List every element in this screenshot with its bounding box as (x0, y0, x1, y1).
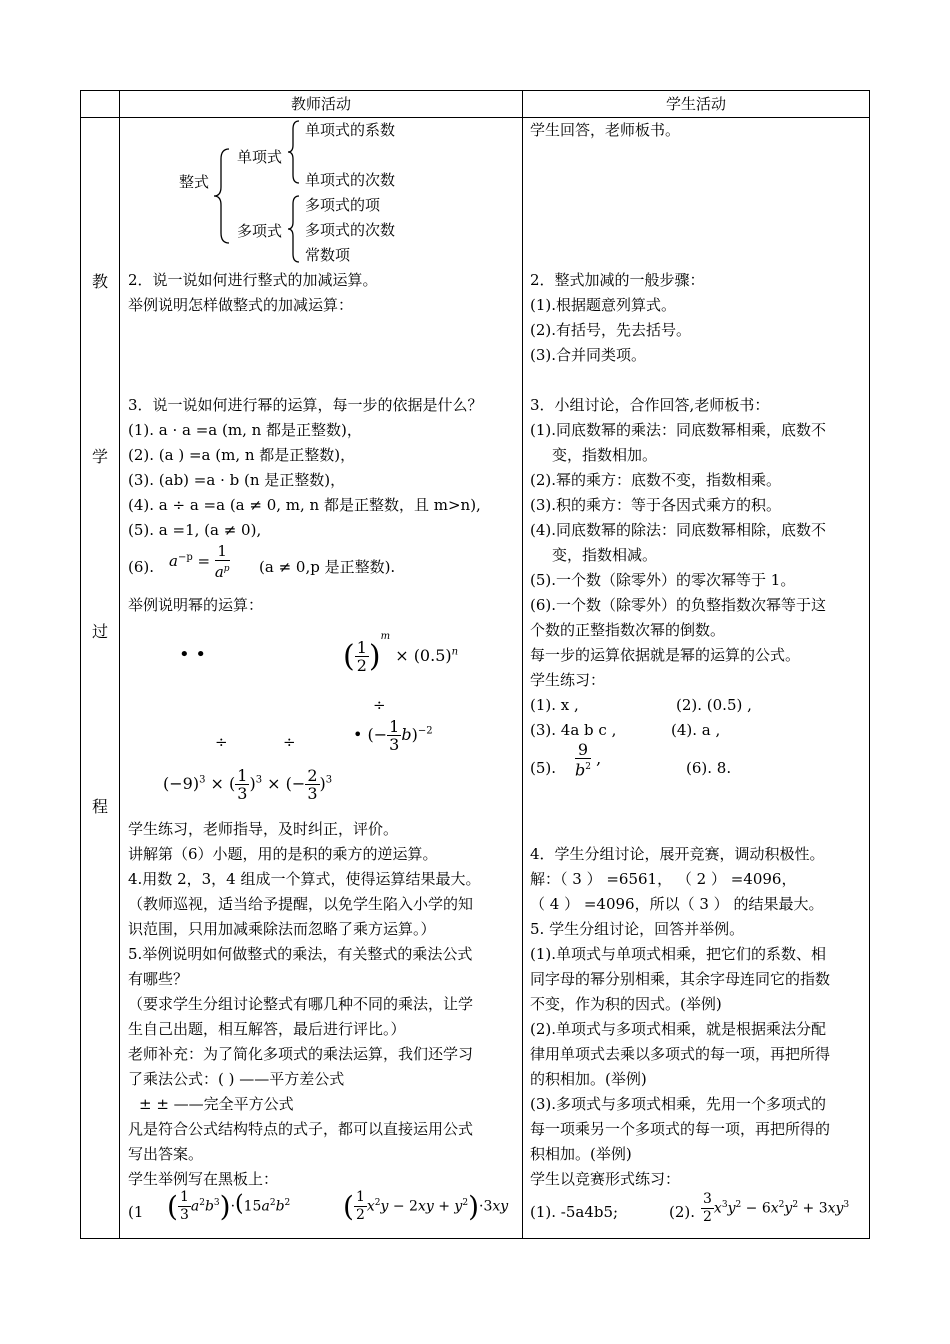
student-s5-line-4: (2).单项式与多项式相乘，就是根据乘法分配 (530, 1020, 827, 1038)
student-s5-line-7: (3).多项式与多项式相乘，先用一个多项式的 (530, 1095, 827, 1113)
teacher-supplement-4: 凡是符合公式结构特点的式子，都可以直接运用公式 (128, 1120, 474, 1138)
student-s3-line-3: (2).幂的乘方：底数不变，指数相乘。 (530, 471, 782, 489)
student-s2-step-1: (1).根据题意列算式。 (530, 296, 677, 314)
tree-polynomial: 多项式 (237, 222, 283, 240)
bullet-dots: • • (179, 644, 206, 665)
left-brace-icon (211, 147, 233, 245)
teacher-q5-d: 生自己出题，相互解答，最后进行评比。） (128, 1020, 406, 1038)
student-s3-line-9: 个数的正整指数次幂的倒数。 (530, 621, 726, 639)
division-sign-3: ÷ (283, 733, 296, 751)
teacher-q4: 4.用数 2，3，4 组成一个算式，使得运算结果最大。 (128, 870, 481, 888)
student-s3-line-2: 变，指数相加。 (552, 446, 658, 464)
answer-5-label: (5). (530, 759, 557, 777)
teacher-supplement-2: 了乘法公式：( ) ——平方差公式 (128, 1070, 345, 1088)
student-s4-answer-2: （ 4 ） =4096，所以（ 3 ） 的结果最大。 (530, 895, 824, 913)
side-label-1: 教 (91, 272, 108, 291)
student-s5-line-1: (1).单项式与单项式相乘，把它们的系数、相 (530, 945, 827, 963)
final-answer-1: (1). -5a4b5; (530, 1203, 619, 1221)
header-teacher: 教师活动 (290, 95, 351, 113)
answer-2: (2). (0.5) , (676, 696, 752, 714)
tree-poly-degree: 多项式的次数 (305, 221, 396, 239)
rule-4: (4). a ÷ a =a (a ≠ 0, m, n 都是正整数，且 m>n), (128, 496, 481, 514)
rule-1: (1). a · a =a (m, n 都是正整数)， (128, 421, 362, 439)
side-label-2: 学 (91, 447, 108, 466)
board-expression-1: ( $\frac{1}{3}$ $a^2b^3)\cdot(15a^2b^2$ (167, 1189, 291, 1223)
final-answer-2-expression: $\frac{3}{2}$ $x^3y^2 - 6x^2y^2 + 3xy^3$ (703, 1191, 850, 1225)
teacher-supplement-3: ± ± ——完全平方公式 (139, 1095, 294, 1113)
side-label-3: 过 (91, 622, 108, 641)
student-s3-line-8: (6).一个数（除零外）的负整指数次幂等于这 (530, 596, 827, 614)
answer-1: (1). x , (530, 696, 579, 714)
tree-mono-coef: 单项式的系数 (305, 121, 396, 139)
teacher-q5-a: 5.举例说明如何做整式的乘法，有关整式的乘法公式 (128, 945, 473, 963)
student-s5-line-3: 不变，作为积的因式。(举例) (530, 995, 722, 1013)
example-expression-2: • (− $\frac{1}{3}$ b)$^{-2}$ (353, 717, 433, 754)
student-practice-label: 学生练习： (530, 671, 606, 689)
student-s5-line-8: 每一项乘另一个多项式的每一项，再把所得的 (530, 1120, 831, 1138)
student-s4-answer-1: 解：（ 3 ） =6561， （ 2 ） =4096， (530, 870, 797, 888)
tree-root: 整式 (179, 173, 210, 191)
rule-2: (2). (a ) =a (m, n 都是正整数)， (128, 446, 356, 464)
column-divider-1 (119, 91, 120, 1239)
division-sign-1: ÷ (373, 696, 386, 714)
student-s3-line-6: 变，指数相减。 (552, 546, 658, 564)
teacher-board-label: 学生举例写在黑板上： (128, 1170, 279, 1188)
student-s5-line-2: 同字母的幂分别相乘，其余字母连同它的指数 (530, 970, 831, 988)
header-student: 学生活动 (665, 95, 726, 113)
teacher-q5-b: 有哪些？ (128, 970, 189, 988)
rule-6-formula: $a^{-p}$ = $\frac{1}{a^p}$ (169, 542, 230, 581)
multiply-dot: • (353, 725, 363, 744)
teacher-q4-note-2: 识范围，只用加减乘除法而忽略了乘方运算。） (128, 920, 436, 938)
student-s3-line-1: (1).同底数幂的乘法：同底数幂相乘，底数不 (530, 421, 827, 439)
answer-5-fraction: $\frac{9}{b^2}$ , (575, 740, 602, 780)
teacher-practice: 学生练习，老师指导，及时纠正，评价。 (128, 820, 399, 838)
column-divider-2 (522, 91, 523, 1239)
table-right-border (869, 91, 870, 1239)
teacher-q4-note-1: （教师巡视，适当给予提醒，以免学生陷入小学的知 (128, 895, 474, 913)
teacher-supplement-5: 写出答案。 (128, 1145, 204, 1163)
teacher-q2-example: 举例说明怎样做整式的加减运算： (128, 296, 354, 314)
student-s2-step-2: (2).有括号，先去括号。 (530, 321, 692, 339)
answer-6: (6). 8. (686, 759, 732, 777)
power-example-label: 举例说明幂的运算： (128, 596, 264, 614)
student-s4: 4．学生分组讨论，展开竞赛，调动积极性。 (530, 845, 825, 863)
answer-3: (3). 4a b c , (530, 721, 617, 739)
tree-poly-term: 多项式的项 (305, 196, 381, 214)
header-divider (81, 117, 870, 118)
teacher-explain-6: 讲解第（6）小题，用的是积的乘方的逆运算。 (128, 845, 438, 863)
rule-6-condition: (a ≠ 0,p 是正整数). (259, 558, 396, 576)
table-bottom-border (81, 1238, 870, 1239)
board-expression-2: ( $\frac{1}{2}$ $x^2y - 2xy + y^2)\cdot 3xy$ (343, 1189, 509, 1223)
tree-mono-degree: 单项式的次数 (305, 171, 396, 189)
student-s5-line-9: 积相加。(举例) (530, 1145, 632, 1163)
rule-5: (5). a =1, (a ≠ 0), (128, 521, 262, 539)
teacher-q2: 2．说一说如何进行整式的加减运算。 (128, 271, 378, 289)
tree-monomial: 单项式 (237, 148, 283, 166)
student-s3-line-4: (3).积的乘方：等于各因式乘方的积。 (530, 496, 782, 514)
final-answer-2-label: (2). (669, 1203, 696, 1221)
student-contest-label: 学生以竞赛形式练习： (530, 1170, 681, 1188)
student-s1: 学生回答，老师板书。 (530, 121, 681, 139)
student-s5-line-5: 律用单项式去乘以多项式的每一项，再把所得 (530, 1045, 831, 1063)
student-s3-line-5: (4).同底数幂的除法：同底数幂相除，底数不 (530, 521, 827, 539)
tree-poly-constant: 常数项 (305, 246, 351, 264)
student-s5-line-6: 的积相加。(举例) (530, 1070, 647, 1088)
rule-6-label: (6). (128, 558, 155, 576)
polynomial-brace-icon (286, 194, 302, 264)
division-sign-2: ÷ (215, 733, 228, 751)
student-s2-step-3: (3).合并同类项。 (530, 346, 647, 364)
side-label-4: 程 (91, 797, 108, 816)
student-s3: 3．小组讨论，合作回答,老师板书： (530, 396, 770, 414)
teacher-q5-c: （要求学生分组讨论整式有哪几种不同的乘法，让学 (128, 995, 474, 1013)
student-s5: 5. 学生分组讨论，回答并举例。 (530, 920, 745, 938)
lesson-table (80, 90, 870, 1239)
teacher-supplement-1: 老师补充：为了简化多项式的乘法运算，我们还学习 (128, 1045, 474, 1063)
board-item-label: (1 (128, 1203, 144, 1221)
student-s3-line-10: 每一步的运算依据就是幂的运算的公式。 (530, 646, 801, 664)
example-expression-1: ( $\frac{1}{2}$ )$^m \times (0.5)^n$ (343, 631, 459, 675)
teacher-q3: 3．说一说如何进行幂的运算，每一步的依据是什么？ (128, 396, 483, 414)
monomial-brace-icon (286, 119, 302, 185)
rule-3: (3). (ab) =a · b (n 是正整数)， (128, 471, 346, 489)
answer-4: (4). a , (671, 721, 721, 739)
student-s3-line-7: (5).一个数（除零外）的零次幂等于 1。 (530, 571, 796, 589)
example-expression-3: $(-9)^3$ × ( $\frac{1}{3}$ )$^3$ × (− $\frac{2}{3}$ )$^3$ (163, 766, 333, 803)
student-s2: 2．整式加减的一般步骤： (530, 271, 705, 289)
